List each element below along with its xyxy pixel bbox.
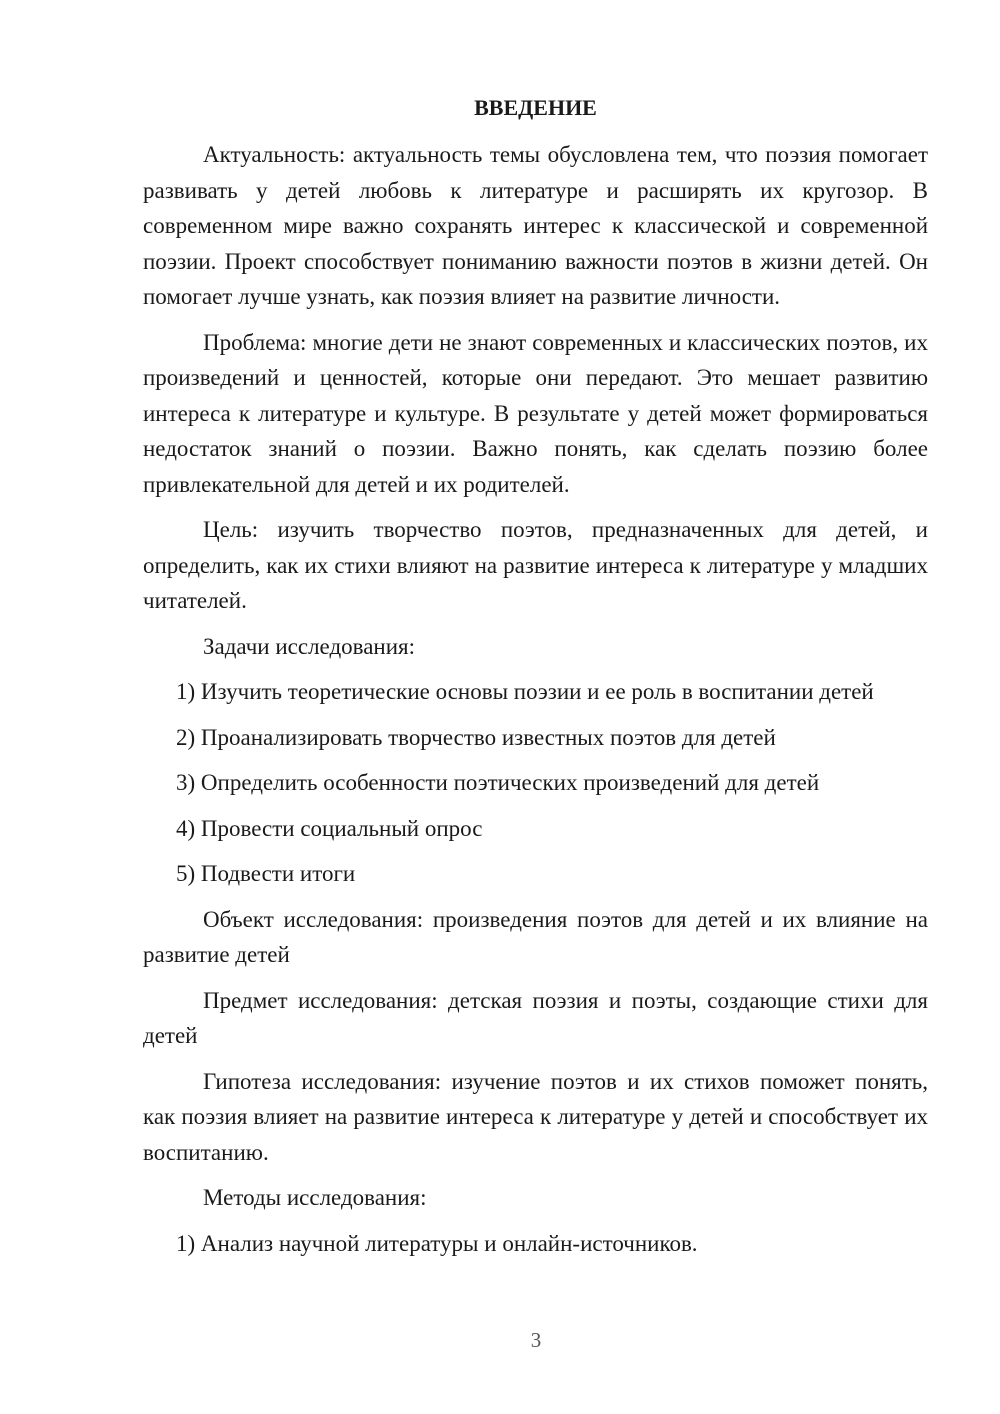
list-item: 4) Провести социальный опрос [176, 815, 483, 841]
object-paragraph: Объект исследования: произведения поэтов для детей и их влияние на развитие детей [143, 906, 928, 967]
page-number: 3 [530, 1328, 542, 1352]
tasks-heading: Задачи исследования: [203, 633, 416, 659]
goal-paragraph: Цель: изучить творчество поэтов, предназначенных для детей, и определить, как их стихи влияют на развитие интереса к литературе у младших читателей. [143, 517, 928, 613]
list-item: 5) Подвести итоги [176, 861, 356, 886]
tasks-list [143, 674, 928, 892]
methods-heading: Методы исследования: [203, 1185, 427, 1210]
list-item: 1) Анализ научной литературы и онлайн-источников. [176, 1230, 698, 1256]
page-title: ВВЕДЕНИЕ [474, 95, 597, 120]
list-item: 1) Изучить теоретические основы поэзии и ее роль в воспитании детей [176, 679, 874, 704]
document-page [143, 90, 928, 1271]
methods-list [143, 1226, 928, 1262]
problem-paragraph: Проблема: многие дети не знают современных и классических поэтов, их произведений и ценностей, которые они передают. Это мешает развитию интереса к литературе и культуре. В результате у детей может формироваться недостаток знаний о поэзии. Важно понять, как сделать поэзию более привлекательной для детей и их родителей. [143, 329, 928, 497]
subject-paragraph: Предмет исследования: детская поэзия и поэты, создающие стихи для детей [143, 987, 928, 1048]
relevance-paragraph: Актуальность: актуальность темы обусловлена тем, что поэзия помогает развивать у детей любовь к литературе и расширять их кругозор. В современном мире важно сохранять интерес к классической и современной поэзии. Проект способствует пониманию важности поэтов в жизни детей. Он помогает лучше узнать, как поэзия влияет на развитие личности. [143, 142, 928, 309]
hypothesis-paragraph: Гипотеза исследования: изучение поэтов и их стихов поможет понять, как поэзия влияет на развитие интереса к литературе у детей и способствует их воспитанию. [143, 1068, 928, 1165]
list-item: 2) Проанализировать творчество известных поэтов для детей [176, 724, 776, 750]
list-item: 3) Определить особенности поэтических произведений для детей [176, 770, 820, 795]
